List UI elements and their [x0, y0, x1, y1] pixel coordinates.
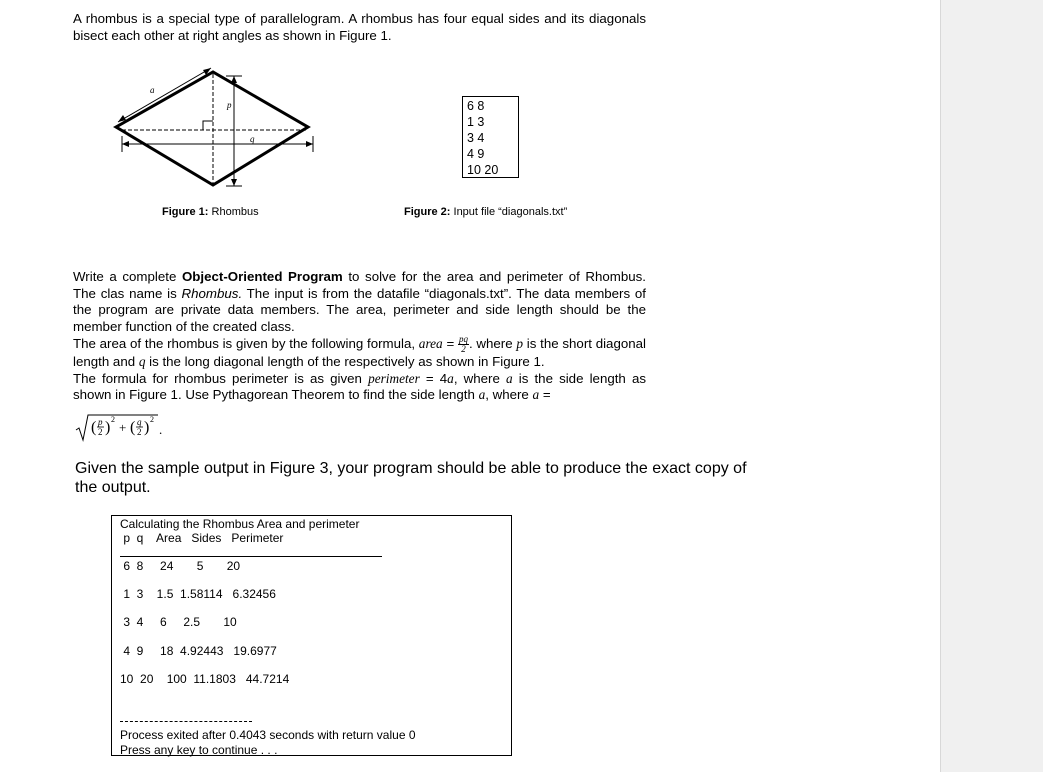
console-row: 3 4 6 2.5 10: [120, 615, 237, 629]
svg-text:(: (: [91, 419, 97, 436]
file-line: 4 9: [467, 147, 485, 161]
console-row: 4 9 18 4.92443 19.6977: [120, 644, 277, 658]
task-intro: Write a complete Object-Oriented Program to solve for the area and perimeter of Rhombus. The clas name is Rhombus. The input is from the datafile “diagonals.txt”. The data members of the program are private data members. The area, perimeter and side length should be the member function of the created class.: [73, 269, 647, 334]
area-formula-text: The area of the rhombus is given by the following formula, area = $\frac{pq}{2}$. where p is the short diagonal length and q is the long diagonal length of the respectively as shown in Figure 1.: [73, 334, 646, 369]
svg-text:): ): [105, 419, 111, 436]
input-file-box: [462, 96, 519, 178]
svg-text:(: (: [130, 419, 136, 436]
perimeter-formula-text: The formula for rhombus perimeter is as given perimeter = 4a, where a is the side length as shown in Figure 1. Use Pythagorean Theorem to find the side length a, where a =: [73, 370, 646, 402]
svg-text:2: 2: [137, 427, 142, 437]
svg-text:+: +: [119, 420, 127, 435]
file-line: 1 3: [467, 115, 485, 129]
console-row: 6 8 24 5 20: [120, 559, 241, 573]
intro-text: A rhombus is a special type of parallelogram. A rhombus has four equal sides and its diagonals bisect each other at right angles as shown in Figure 1.: [73, 11, 646, 43]
side-length-formula: [74, 412, 194, 442]
rhombus-shape: [116, 72, 308, 185]
console-title: Calculating the Rhombus Area and perimeter: [120, 517, 360, 531]
svg-text:q: q: [137, 417, 142, 427]
side-panel: [940, 0, 1043, 772]
console-dashes: [120, 721, 252, 722]
svg-text:.: .: [159, 422, 163, 437]
console-row: 10 20 100 11.1803 44.7214: [120, 672, 290, 686]
svg-text:): ): [144, 419, 150, 436]
given-text: Given the sample output in Figure 3, your program should be able to produce the exact copy of the output.: [75, 460, 747, 496]
console-prompt: Press any key to continue . . .: [120, 743, 278, 757]
figure1-caption: Figure 1: Rhombus: [162, 206, 259, 218]
figure2-caption: Figure 2: Input file “diagonals.txt”: [404, 206, 568, 218]
svg-text:2: 2: [98, 427, 103, 437]
console-rule: [120, 556, 382, 557]
svg-text:2: 2: [111, 415, 115, 424]
console-footer: Process exited after 0.4043 seconds with return value 0: [120, 728, 416, 742]
label-p: p: [227, 100, 232, 110]
console-header: p q Area Sides Perimeter: [120, 531, 284, 545]
file-line: 3 4: [467, 131, 485, 145]
file-line: 10 20: [467, 163, 499, 177]
label-a: a: [150, 85, 155, 95]
rhombus-figure: [108, 60, 328, 195]
file-line: 6 8: [467, 99, 485, 113]
svg-text:2: 2: [150, 415, 154, 424]
pq-over-2: $\frac{pq}{2}$: [458, 334, 468, 354]
console-row: 1 3 1.5 1.58114 6.32456: [120, 587, 276, 601]
console-output: [111, 515, 512, 756]
label-q: q: [250, 134, 255, 144]
svg-text:p: p: [98, 417, 103, 427]
task-paragraph: [73, 269, 646, 404]
